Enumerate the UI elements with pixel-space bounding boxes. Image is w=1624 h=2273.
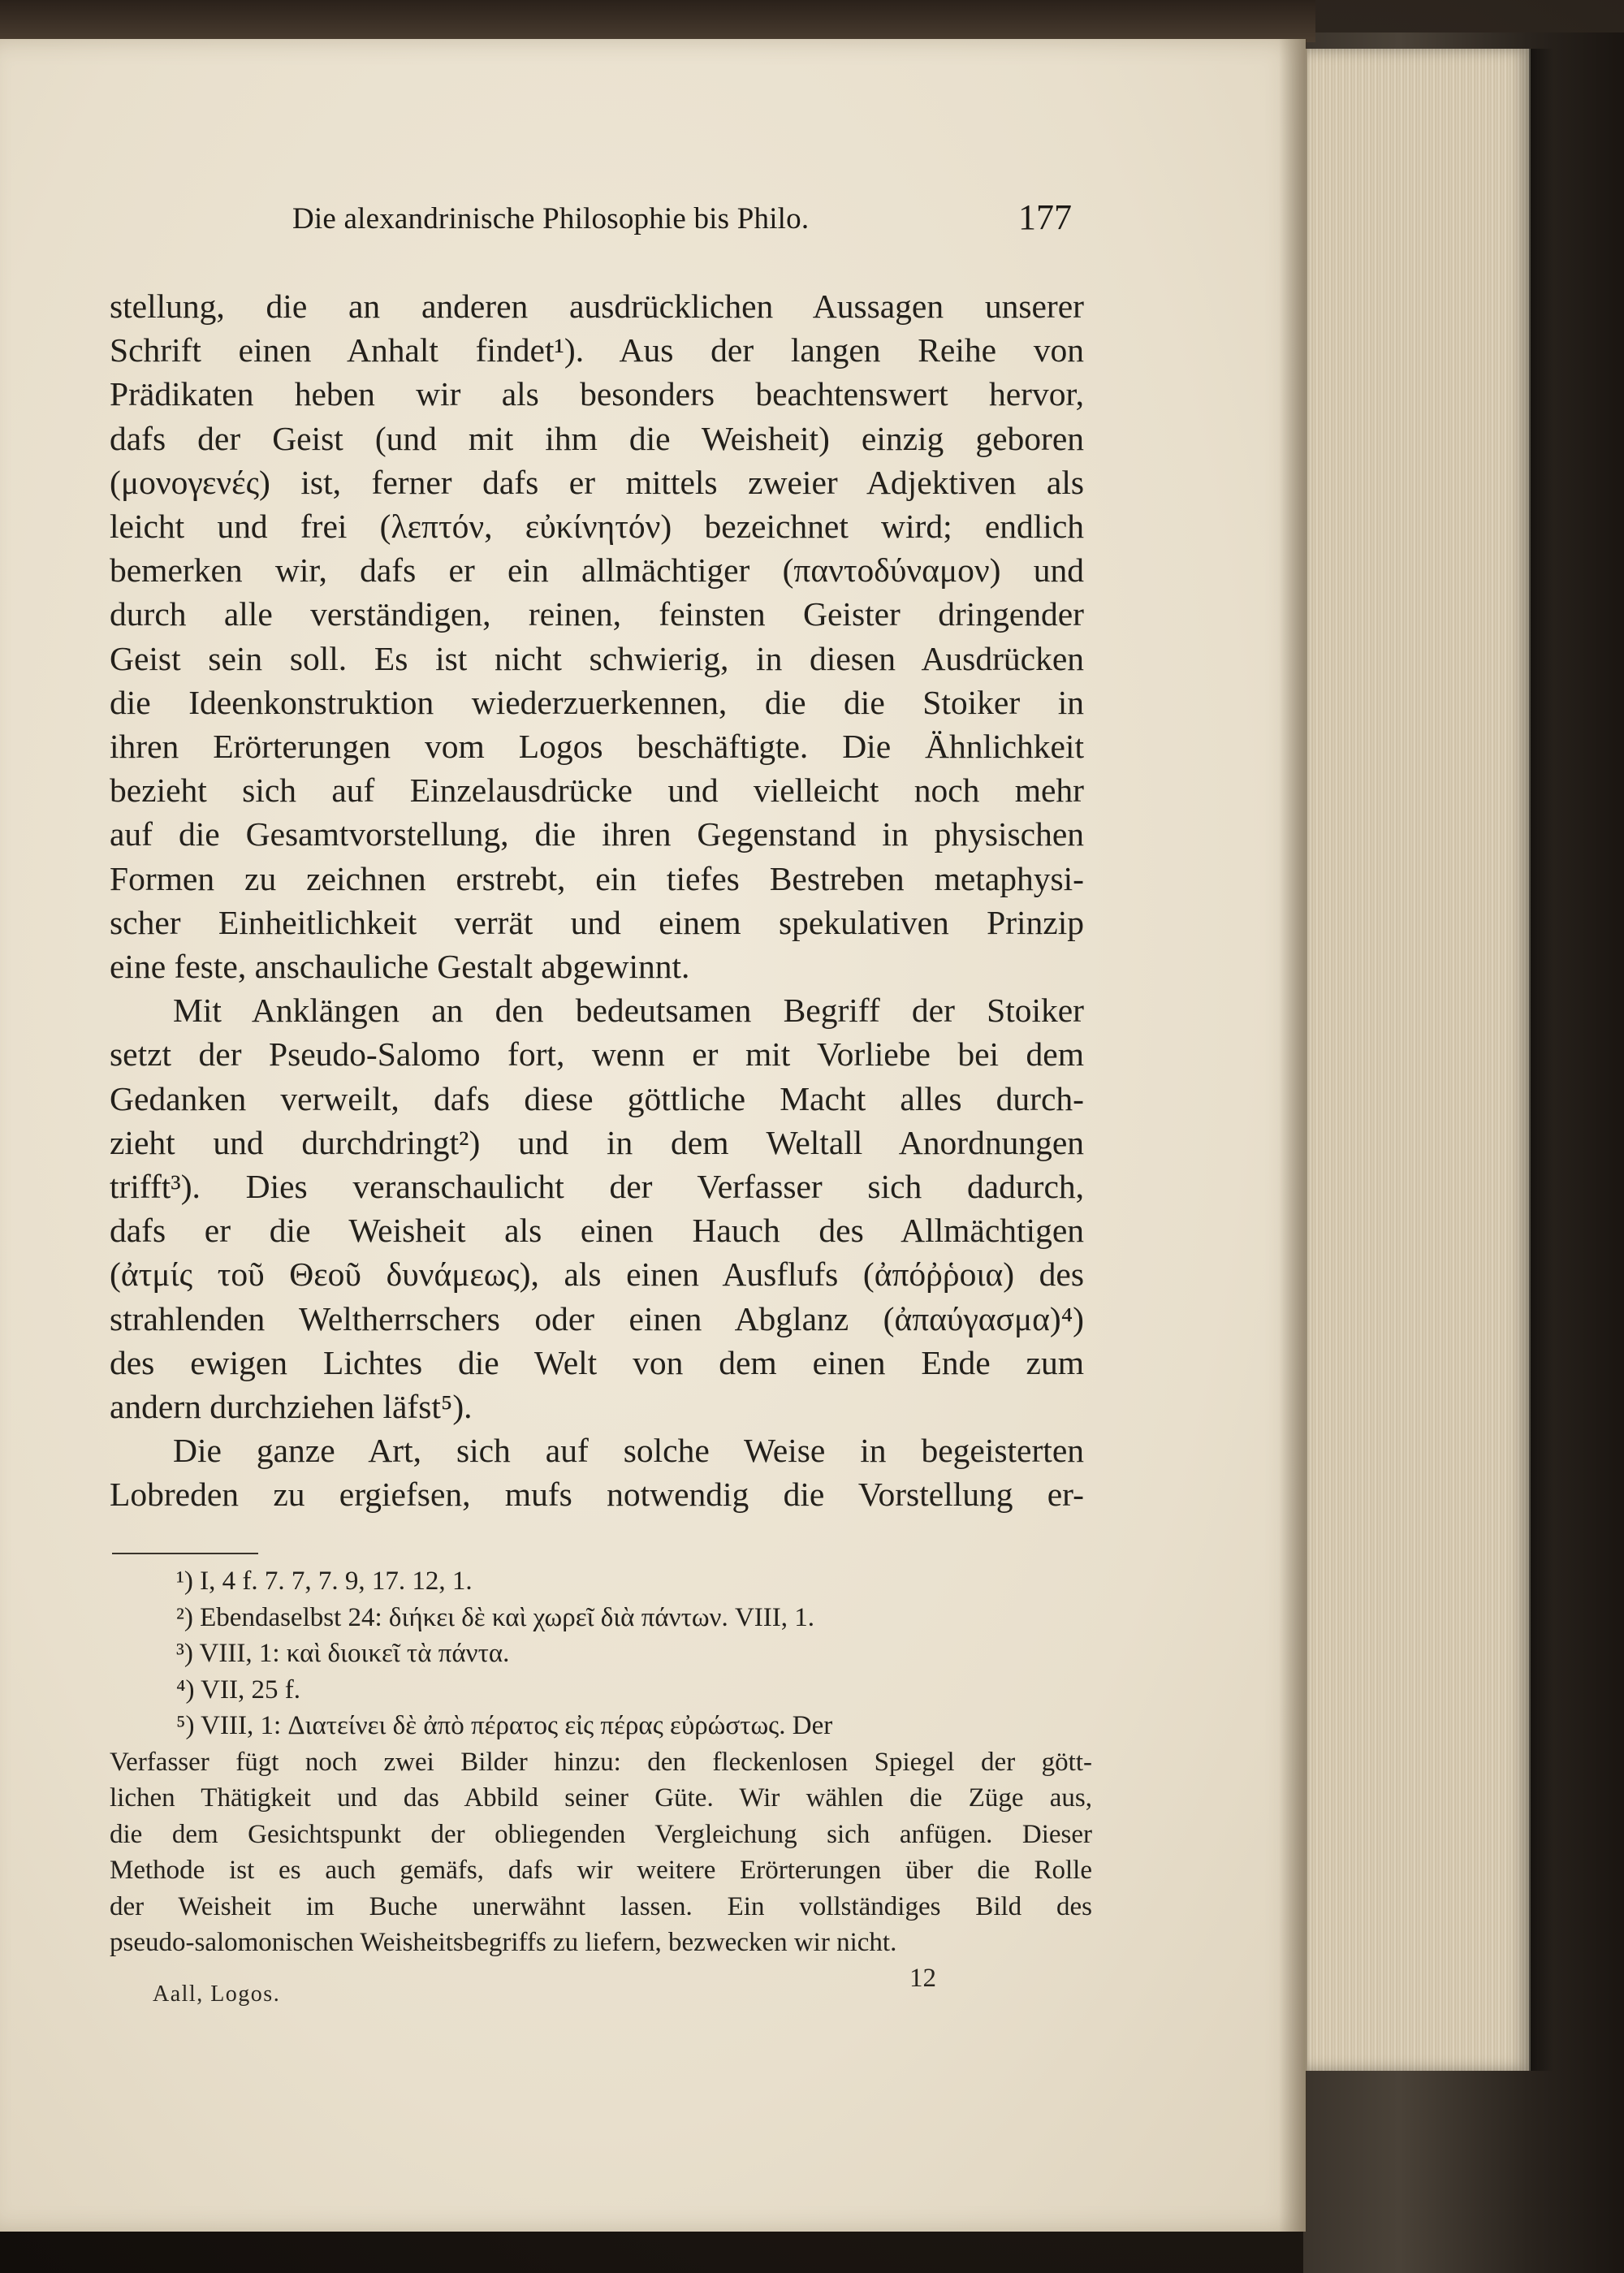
footnote-5-continued: pseudo-salomonischen Weisheitsbegriffs zu liefern, bezwecken wir nicht. bbox=[110, 1928, 897, 1957]
body-line: Lobreden zu ergiefsen, mufs notwendig die Vorstellung er- bbox=[110, 1476, 1084, 1514]
body-line: strahlenden Weltherrschers oder einen Abglanz (ἀπαύγασμα)⁴) bbox=[110, 1299, 1084, 1337]
footnote-4: ⁴) VII, 25 f. bbox=[176, 1675, 300, 1705]
page-stack-shadow bbox=[1529, 49, 1553, 2071]
body-line: Mit Anklängen an den bedeutsamen Begriff der Stoiker bbox=[173, 992, 1084, 1030]
footnote-divider bbox=[112, 1553, 258, 1554]
body-line: zieht und durchdringt²) und in dem Weltall Anordnungen bbox=[110, 1123, 1084, 1161]
footnote-3: ³) VIII, 1: καὶ διοικεῖ τὰ πάντα. bbox=[176, 1639, 510, 1668]
body-line: bemerken wir, dafs er ein allmächtiger (παντοδύναμον) und bbox=[110, 551, 1084, 590]
body-line: Geist sein soll. Es ist nicht schwierig, in diesen Ausdrücken bbox=[110, 639, 1084, 677]
body-line: Gedanken verweilt, dafs diese göttliche Macht alles durch- bbox=[110, 1079, 1084, 1117]
body-line: eine feste, anschauliche Gestalt abgewinnt. bbox=[110, 948, 690, 986]
footnote-5-continued: Methode ist es auch gemäfs, dafs wir weitere Erörterungen über die Rolle bbox=[110, 1856, 1092, 1885]
page-header bbox=[292, 197, 1072, 250]
body-line: des ewigen Lichtes die Welt von dem einen Ende zum bbox=[110, 1343, 1084, 1381]
body-line: (μονογενές) ist, ferner dafs er mittels zweier Adjektiven als bbox=[110, 463, 1084, 501]
footnote-5-continued: Verfasser fügt noch zwei Bilder hinzu: den fleckenlosen Spiegel der gött- bbox=[110, 1747, 1092, 1777]
body-line: leicht und frei (λεπτόν, εὐκίνητόν) bezeichnet wird; endlich bbox=[110, 508, 1084, 546]
body-text bbox=[110, 284, 1084, 1517]
body-line: scher Einheitlichkeit verrät und einem spekulativen Prinzip bbox=[110, 903, 1084, 941]
body-line: andern durchziehen läfst⁵). bbox=[110, 1388, 473, 1426]
body-line: trifft³). Dies veranschaulicht der Verfasser sich dadurch, bbox=[110, 1168, 1084, 1206]
page-gutter-shadow bbox=[1279, 39, 1307, 2232]
page-stack-edge bbox=[1306, 49, 1531, 2071]
body-line: setzt der Pseudo-Salomo fort, wenn er mit Vorliebe bei dem bbox=[110, 1035, 1084, 1074]
body-line: Formen zu zeichnen erstrebt, ein tiefes Bestreben metaphysi- bbox=[110, 859, 1084, 897]
footnote-5-continued: die dem Gesichtspunkt der obliegenden Vergleichung sich anfügen. Dieser bbox=[110, 1819, 1092, 1849]
body-line: die Ideenkonstruktion wiederzuerkennen, die die Stoiker in bbox=[110, 683, 1084, 721]
printer-signature: Aall, Logos. bbox=[153, 1981, 281, 2007]
body-line: dafs der Geist (und mit ihm die Weisheit) einzig geboren bbox=[110, 419, 1084, 457]
footnote-5-continued: der Weisheit im Buche unerwähnt lassen. Ein vollständiges Bild des bbox=[110, 1891, 1092, 1921]
body-line: dafs er die Weisheit als einen Hauch des Allmächtigen bbox=[110, 1212, 1084, 1250]
body-line: stellung, die an anderen ausdrücklichen Aussagen unserer bbox=[110, 287, 1084, 325]
body-line: bezieht sich auf Einzelausdrücke und vielleicht noch mehr bbox=[110, 771, 1084, 810]
footnote-1: ¹) I, 4 f. 7. 7, 7. 9, 17. 12, 1. bbox=[176, 1566, 473, 1596]
body-line: auf die Gesamtvorstellung, die ihren Gegenstand in physischen bbox=[110, 815, 1084, 853]
book-top-edge bbox=[0, 0, 1315, 42]
footnotes bbox=[110, 1563, 1092, 1961]
footnote-5: ⁵) VIII, 1: Διατείνει δὲ ἀπὸ πέρατος εἰς πέρας εὐρώστως. Der bbox=[176, 1711, 833, 1740]
sheet-number: 12 bbox=[909, 1964, 936, 1993]
footnote-5-continued: lichen Thätigkeit und das Abbild seiner Güte. Wir wählen die Züge aus, bbox=[110, 1783, 1092, 1813]
body-line: durch alle verständigen, reinen, feinsten Geister dringender bbox=[110, 595, 1084, 633]
body-line: (ἀτμίς τοῦ Θεοῦ δυνάμεως), als einen Ausflufs (ἀπόῤῥοια) des bbox=[110, 1255, 1084, 1294]
body-line: Prädikaten heben wir als besonders beachtenswert hervor, bbox=[110, 375, 1084, 413]
body-line: Die ganze Art, sich auf solche Weise in begeisterten bbox=[173, 1432, 1084, 1470]
body-line: Schrift einen Anhalt findet¹). Aus der langen Reihe von bbox=[110, 331, 1084, 369]
page-number: 177 bbox=[1018, 197, 1072, 237]
running-title: Die alexandrinische Philosophie bis Philo. bbox=[292, 202, 810, 236]
footnote-2: ²) Ebendaselbst 24: διήκει δὲ καὶ χωρεῖ διὰ πάντων. VIII, 1. bbox=[176, 1602, 815, 1632]
body-line: ihren Erörterungen vom Logos beschäftigte. Die Ähnlichkeit bbox=[110, 728, 1084, 766]
